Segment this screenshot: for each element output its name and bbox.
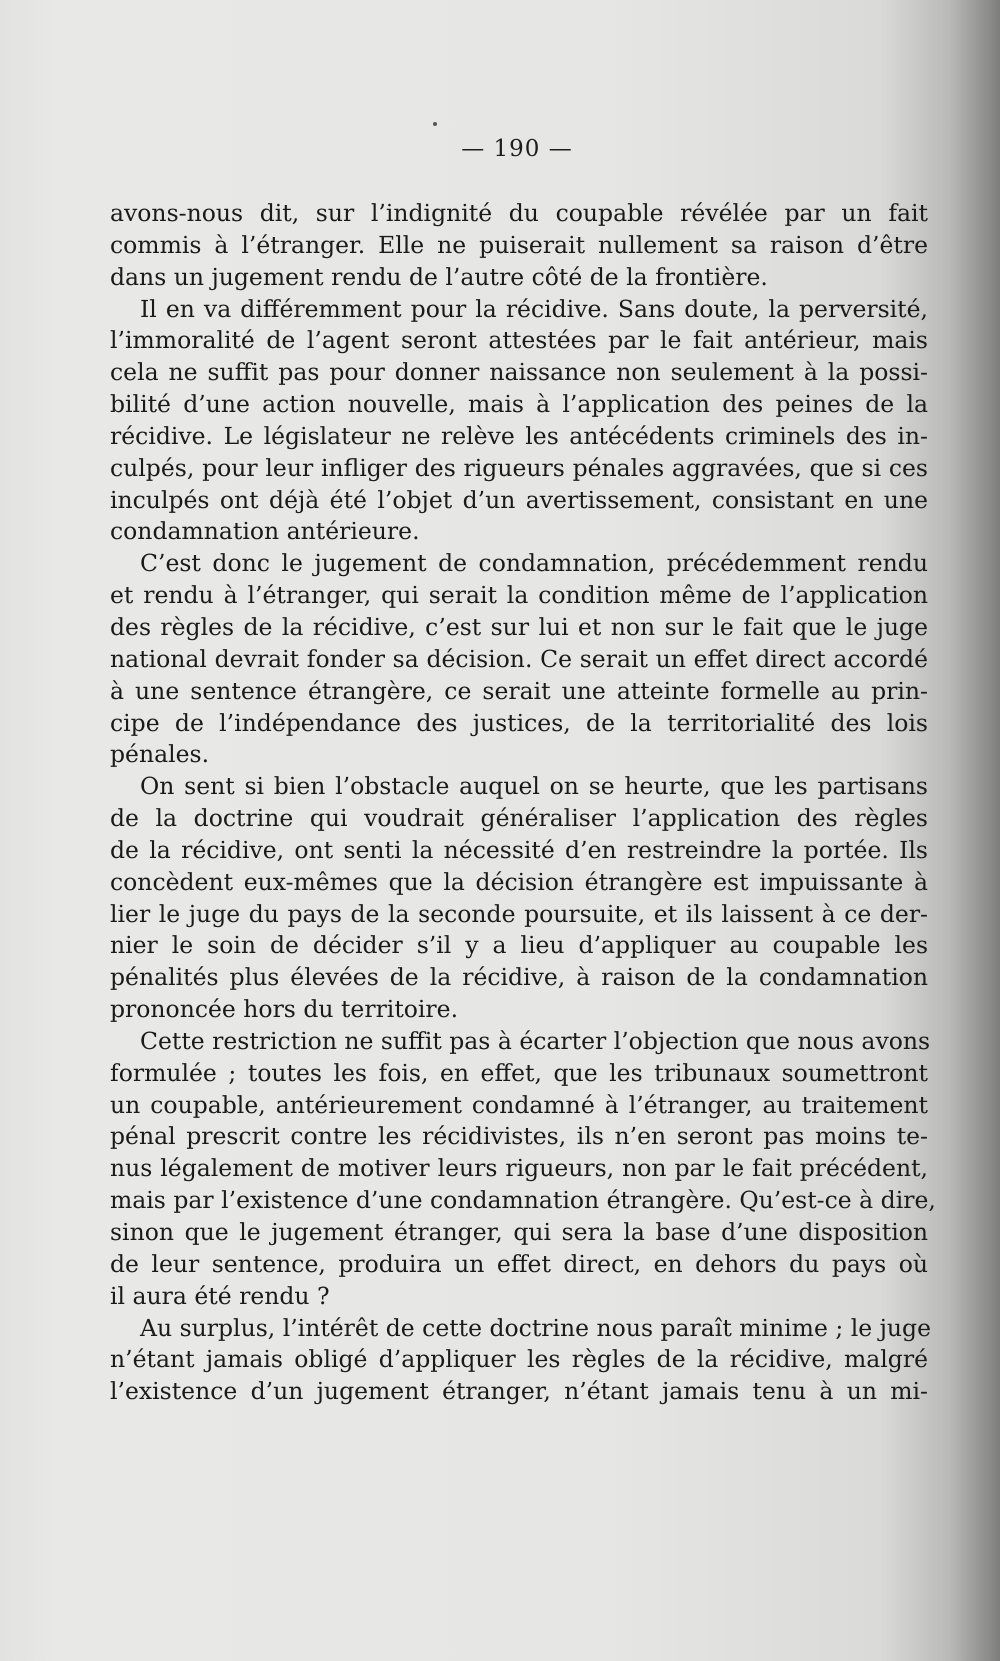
text-line: Au surplus, l’intérêt de cette doctrine nous paraît minime ; le juge: [140, 1313, 931, 1342]
text-line: de leur sentence, produira un effet direct, en dehors du pays où: [110, 1249, 928, 1278]
text-line: de la récidive, ont senti la nécessité d’en restreindre la portée. Ils: [110, 835, 928, 864]
text-line: cela ne suffit pas pour donner naissance non seulement à la possi-: [110, 358, 928, 387]
text-line: pénalités plus élevées de la récidive, à raison de la condamnation: [110, 963, 928, 992]
text-line: récidive. Le législateur ne relève les antécédents criminels des in-: [110, 421, 928, 450]
text-line: concèdent eux-mêmes que la décision étrangère est impuissante à: [110, 867, 928, 896]
text-line: n’étant jamais obligé d’appliquer les règles de la récidive, malgré: [110, 1345, 928, 1374]
text-line: un coupable, antérieurement condamné à l’étranger, au traitement: [110, 1090, 928, 1119]
text-line: pénal prescrit contre les récidivistes, ils n’en seront pas moins te-: [110, 1122, 928, 1151]
page-number: — 190 —: [461, 136, 573, 162]
text-line: pénales.: [110, 740, 210, 769]
text-line: mais par l’existence d’une condamnation étrangère. Qu’est-ce à dire,: [110, 1186, 936, 1215]
text-line: de la doctrine qui voudrait généraliser l’application des règles: [110, 804, 928, 833]
text-line: dans un jugement rendu de l’autre côté de la frontière.: [110, 262, 768, 291]
text-line: avons-nous dit, sur l’indignité du coupable révélée par un fait: [110, 199, 928, 227]
text-line: inculpés ont déjà été l’objet d’un avertissement, consistant en une: [110, 485, 928, 514]
body-text: [110, 198, 936, 1408]
text-line: cipe de l’indépendance des justices, de la territorialité des lois: [110, 708, 928, 737]
text-line: l’existence d’un jugement étranger, n’étant jamais tenu à un mi-: [110, 1377, 928, 1406]
text-line: sinon que le jugement étranger, qui sera la base d’une disposition: [110, 1218, 928, 1246]
text-line: lier le juge du pays de la seconde poursuite, et ils laissent à ce der-: [110, 899, 928, 928]
text-line: On sent si bien l’obstacle auquel on se heurte, que les partisans: [140, 772, 928, 801]
text-line: nus légalement de motiver leurs rigueurs, non par le fait précédent,: [110, 1154, 928, 1183]
text-line: l’immoralité de l’agent seront attestées par le fait antérieur, mais: [110, 326, 928, 355]
ink-speck: [433, 122, 437, 126]
text-line: commis à l’étranger. Elle ne puiserait nullement sa raison d’être: [110, 230, 928, 259]
text-line: condamnation antérieure.: [110, 517, 420, 546]
text-line: et rendu à l’étranger, qui serait la condition même de l’application: [110, 581, 928, 610]
text-line: formulée ; toutes les fois, en effet, que les tribunaux soumettront: [110, 1058, 928, 1087]
text-line: C’est donc le jugement de condamnation, précédemment rendu: [140, 549, 928, 578]
text-line: il aura été rendu ?: [110, 1281, 330, 1310]
text-line: prononcée hors du territoire.: [110, 995, 459, 1024]
text-line: national devrait fonder sa décision. Ce serait un effet direct accordé: [110, 644, 928, 673]
text-line: à une sentence étrangère, ce serait une atteinte formelle au prin-: [110, 676, 928, 705]
text-line: bilité d’une action nouvelle, mais à l’application des peines de la: [110, 390, 928, 419]
text-line: nier le soin de décider s’il y a lieu d’appliquer au coupable les: [110, 931, 928, 960]
text-line: des règles de la récidive, c’est sur lui et non sur le fait que le juge: [110, 612, 928, 641]
text-line: Il en va différemment pour la récidive. Sans doute, la perversité,: [140, 294, 928, 323]
text-line: culpés, pour leur infliger des rigueurs pénales aggravées, que si ces: [110, 453, 928, 482]
text-line: Cette restriction ne suffit pas à écarter l’objection que nous avons: [140, 1026, 931, 1055]
